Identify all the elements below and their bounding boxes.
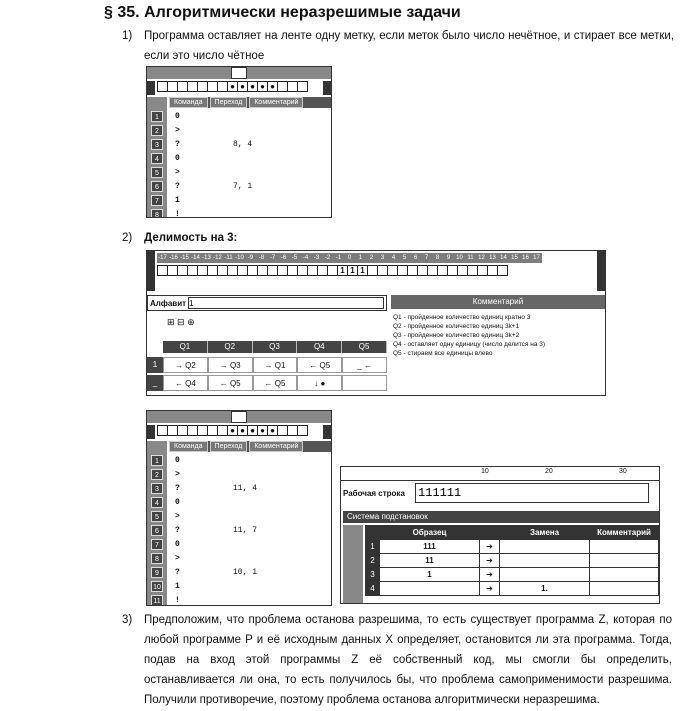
substitution-row[interactable] (366, 568, 659, 582)
tape-cell[interactable]: ● (257, 425, 268, 436)
transition-cell[interactable]: ↓ ● (297, 375, 342, 391)
post-machine-window-1 (146, 66, 332, 218)
row-number[interactable]: 2 (151, 469, 163, 480)
ruler-tick: 10 (481, 468, 489, 475)
rule-pattern[interactable]: 11 (380, 554, 480, 568)
row-command[interactable]: 1 (175, 196, 180, 205)
row-command[interactable]: 1 (175, 582, 180, 591)
substitution-table (365, 525, 659, 596)
turing-tape-scroll-left[interactable] (147, 251, 155, 291)
tape-tick: 5 (402, 255, 407, 261)
tape-tick: -9 (247, 255, 254, 261)
transition-cell[interactable]: → Q3 (208, 357, 253, 373)
tape-tick: -11 (224, 255, 233, 261)
row-number[interactable]: 7 (151, 195, 163, 206)
tape-cell[interactable]: ● (247, 425, 258, 436)
tape-tick: -1 (335, 255, 342, 261)
rule-comment[interactable] (590, 554, 659, 568)
tape-tick: 7 (424, 255, 429, 261)
substitution-system-label: Система подстановок (343, 511, 659, 523)
tape-tick: 1 (358, 255, 363, 261)
substitution-row[interactable] (366, 554, 659, 568)
tape-tick: 8 (435, 255, 440, 261)
rule-arrow: ➔ (480, 540, 500, 554)
tape-tick: 15 (511, 255, 518, 261)
state-header-q3[interactable]: Q3 (253, 341, 298, 353)
tape-tick: 0 (347, 255, 352, 261)
row-command[interactable]: > (175, 168, 180, 177)
row-command[interactable]: ! (175, 210, 180, 218)
transition-cell[interactable]: ← Q5 (253, 375, 298, 391)
tape-cell[interactable]: 1 (357, 265, 368, 276)
rule-replacement[interactable] (500, 568, 590, 582)
row-number[interactable]: 2 (151, 125, 163, 136)
tape-cell[interactable]: 1 (347, 265, 358, 276)
state-tool-icons: ⊞ ⊟ ⊕ (167, 317, 195, 327)
turing-machine-window (146, 250, 606, 396)
ruler-tick: 30 (619, 468, 627, 475)
substitution-row[interactable] (366, 582, 659, 596)
row-command[interactable]: 0 (175, 112, 180, 121)
item-2-text (122, 228, 238, 248)
row-command[interactable]: ! (175, 596, 180, 605)
row-transition[interactable]: 11, 7 (233, 526, 258, 535)
row-number[interactable]: 7 (151, 539, 163, 550)
tape-cell[interactable]: ● (257, 81, 268, 92)
transition-row-2 (163, 375, 387, 391)
symbol-one-label: 1 (147, 357, 163, 373)
rule-comment[interactable] (590, 582, 659, 596)
comment-line: Q2 - пройденное количество единиц 3k+1 (393, 323, 520, 330)
tape-cell[interactable] (297, 81, 308, 92)
tape-tick: 6 (413, 255, 418, 261)
turing-tape-scroll-right[interactable] (597, 251, 605, 291)
post-machine-window-2 (146, 410, 332, 606)
program-header-1 (169, 97, 332, 108)
row-command[interactable]: 0 (175, 154, 180, 163)
tape-head-marker-1 (231, 67, 247, 79)
tape-tick: 13 (489, 255, 496, 261)
row-number[interactable]: 1 (151, 111, 163, 122)
rule-replacement[interactable]: 1. (500, 582, 590, 596)
row-number[interactable]: 4 (151, 497, 163, 508)
row-number[interactable]: 3 (151, 139, 163, 150)
tape-tick: 3 (380, 255, 385, 261)
substitution-row[interactable] (366, 540, 659, 554)
row-transition[interactable]: 8, 4 (233, 140, 253, 149)
comment-line: Q3 - пройденное количество единиц 3k+2 (393, 332, 520, 339)
item-1-number: 1) (122, 30, 133, 42)
tape-tick: -13 (202, 255, 211, 261)
transition-cell[interactable]: → Q1 (253, 357, 298, 373)
rule-number[interactable]: 4 (366, 582, 380, 596)
comment-line: Q5 - стираем все единицы влево (393, 350, 493, 357)
alphabet-row (147, 295, 387, 311)
row-transition[interactable]: 11, 4 (233, 484, 258, 493)
header-arrow (480, 526, 500, 540)
header-command: Команда (169, 97, 208, 108)
state-header-q5[interactable]: Q5 (342, 341, 387, 353)
ruler-tick: 20 (545, 468, 553, 475)
comment-list (393, 313, 605, 358)
tape-cell[interactable]: ● (227, 425, 238, 436)
transition-cell[interactable]: ← Q5 (208, 375, 253, 391)
row-command[interactable]: > (175, 554, 180, 563)
comment-header: Комментарий (391, 295, 605, 309)
tape-cells-1 (157, 81, 307, 92)
rule-number[interactable]: 3 (366, 568, 380, 582)
tape-scroll-left-2[interactable] (147, 425, 155, 439)
row-command[interactable]: ? (175, 484, 180, 493)
header-blank (366, 526, 380, 540)
tape-tick: -16 (169, 255, 178, 261)
header-comment: Комментарий (249, 441, 303, 452)
state-header-row (163, 341, 387, 353)
row-number[interactable]: 5 (151, 167, 163, 178)
state-header-q4[interactable]: Q4 (297, 341, 342, 353)
rule-arrow: ➔ (480, 554, 500, 568)
transition-cell[interactable]: ← Q4 (163, 375, 208, 391)
rule-replacement[interactable] (500, 554, 590, 568)
tape-tick: 4 (391, 255, 396, 261)
tape-tick: -6 (280, 255, 287, 261)
tape-tick: -4 (302, 255, 309, 261)
state-header-q1[interactable]: Q1 (163, 341, 208, 353)
rule-pattern[interactable] (380, 582, 480, 596)
tape-scroll-right-1[interactable] (323, 81, 331, 95)
tape-head-marker-2 (231, 411, 247, 423)
tape-tick: -2 (324, 255, 331, 261)
header-comment: Комментарий (249, 97, 303, 108)
tape-tick: 2 (369, 255, 374, 261)
row-number[interactable]: 10 (151, 581, 163, 592)
tape-tick: -8 (258, 255, 265, 261)
rule-pattern[interactable]: 111 (380, 540, 480, 554)
row-command[interactable]: ? (175, 568, 180, 577)
rule-pattern[interactable]: 1 (380, 568, 480, 582)
transition-row-1 (163, 357, 387, 373)
tape-tick: 9 (446, 255, 451, 261)
tape-tick: -14 (191, 255, 200, 261)
comment-line: Q1 - пройденное количество единиц кратно 3 (393, 314, 531, 321)
tape-tick: 10 (456, 255, 463, 261)
tape-tick: -7 (269, 255, 276, 261)
row-command[interactable]: 0 (175, 498, 180, 507)
row-number[interactable]: 3 (151, 483, 163, 494)
tape-cell[interactable]: ● (267, 425, 278, 436)
alphabet-label: Алфавит (150, 299, 187, 308)
item-1-text (122, 26, 674, 66)
item-3-description: Предположим, что проблема останова разрешима, то есть существует программа Z, которая по любой программе P и её исходным данных X определяет, остановится ли эта программа. Тогда, подав на вход этой программы Z её собственный код, мы смогли бы определить, останавливается ли она, то есть получилось бы, что проблема самоприменимости разрешима. Получили противоречие, поэтому проблема останова алгоритмически неразрешима. (144, 614, 672, 706)
item-1-description: Программа оставляет на ленте одну метку, если меток было число нечётное, и стирает все метки, если это число чётное (144, 30, 674, 62)
symbol-blank-label: _ (147, 375, 163, 391)
tape-cell[interactable]: ● (237, 81, 248, 92)
row-command[interactable]: ? (175, 140, 180, 149)
header-command: Команда (169, 441, 208, 452)
row-command[interactable]: ? (175, 182, 180, 191)
markov-ruler (341, 467, 660, 481)
row-command[interactable]: 0 (175, 456, 180, 465)
tape-tick: -5 (291, 255, 298, 261)
item-2-number: 2) (122, 232, 133, 244)
row-number[interactable]: 11 (151, 595, 163, 606)
rule-comment[interactable] (590, 568, 659, 582)
row-number[interactable]: 4 (151, 153, 163, 164)
row-number[interactable]: 8 (151, 209, 163, 218)
tape-cell[interactable]: ● (267, 81, 278, 92)
tape-tick: -17 (158, 255, 167, 261)
row-number[interactable]: 9 (151, 567, 163, 578)
rule-arrow: ➔ (480, 582, 500, 596)
tape-cell[interactable] (497, 265, 508, 276)
transition-cell[interactable]: ← Q5 (297, 357, 342, 373)
tape-tick: -15 (180, 255, 189, 261)
substitution-header-row (366, 526, 659, 540)
tape-tick: -3 (313, 255, 320, 261)
tape-cells-2 (157, 425, 307, 436)
item-3-number: 3) (122, 614, 133, 626)
item-3-text (122, 610, 672, 710)
row-transition[interactable]: 7, 1 (233, 182, 253, 191)
program-header-2 (169, 441, 332, 452)
tape-tick: 11 (467, 255, 474, 261)
state-header-q2[interactable]: Q2 (208, 341, 253, 353)
tape-cell[interactable]: ● (237, 425, 248, 436)
transition-cell[interactable]: → Q2 (163, 357, 208, 373)
tape-tick: 17 (533, 255, 540, 261)
row-number[interactable]: 8 (151, 553, 163, 564)
page-title: § 35. Алгоритмически неразрешимые задачи (104, 4, 461, 21)
markov-window (340, 466, 660, 604)
header-replacement: Замена (500, 526, 590, 540)
row-number[interactable]: 6 (151, 181, 163, 192)
tape-tick: -10 (235, 255, 244, 261)
header-pattern: Образец (380, 526, 480, 540)
row-transition[interactable]: 10, 1 (233, 568, 258, 577)
tape-cell[interactable]: ● (227, 81, 238, 92)
work-string-label: Рабочая строка (343, 489, 405, 498)
tape-tick: -12 (213, 255, 222, 261)
row-number[interactable]: 6 (151, 525, 163, 536)
tape-tick: 14 (500, 255, 507, 261)
tape-tick: 16 (522, 255, 529, 261)
row-command[interactable]: 0 (175, 540, 180, 549)
row-command[interactable]: ? (175, 526, 180, 535)
tape-cell[interactable]: ● (247, 81, 258, 92)
markov-side-toolbar (343, 525, 363, 603)
transition-cell[interactable]: _ ← (342, 357, 387, 373)
row-command[interactable]: > (175, 512, 180, 521)
work-string-input[interactable] (415, 483, 649, 503)
header-transition: Переход (210, 97, 248, 108)
row-command[interactable]: > (175, 470, 180, 479)
item-2-description: Делимость на 3: (144, 232, 238, 244)
rule-comment[interactable] (590, 540, 659, 554)
row-number[interactable]: 5 (151, 511, 163, 522)
tape-tick: 12 (478, 255, 485, 261)
transition-cell[interactable] (342, 375, 387, 391)
rule-arrow: ➔ (480, 568, 500, 582)
rule-replacement[interactable] (500, 540, 590, 554)
turing-tape-ticks (157, 253, 542, 263)
alphabet-input[interactable] (188, 297, 384, 309)
header-transition: Переход (210, 441, 248, 452)
tape-scroll-left-1[interactable] (147, 81, 155, 95)
header-comment: Комментарий (590, 526, 659, 540)
tape-scroll-right-2[interactable] (323, 425, 331, 439)
turing-tape-cells (157, 265, 507, 276)
rule-number[interactable]: 1 (366, 540, 380, 554)
row-command[interactable]: > (175, 126, 180, 135)
rule-number[interactable]: 2 (366, 554, 380, 568)
row-number[interactable]: 1 (151, 455, 163, 466)
tape-cell[interactable]: 1 (337, 265, 348, 276)
comment-line: Q4 - оставляет одну единицу (число делится на 3) (393, 341, 546, 348)
tape-cell[interactable] (297, 425, 308, 436)
